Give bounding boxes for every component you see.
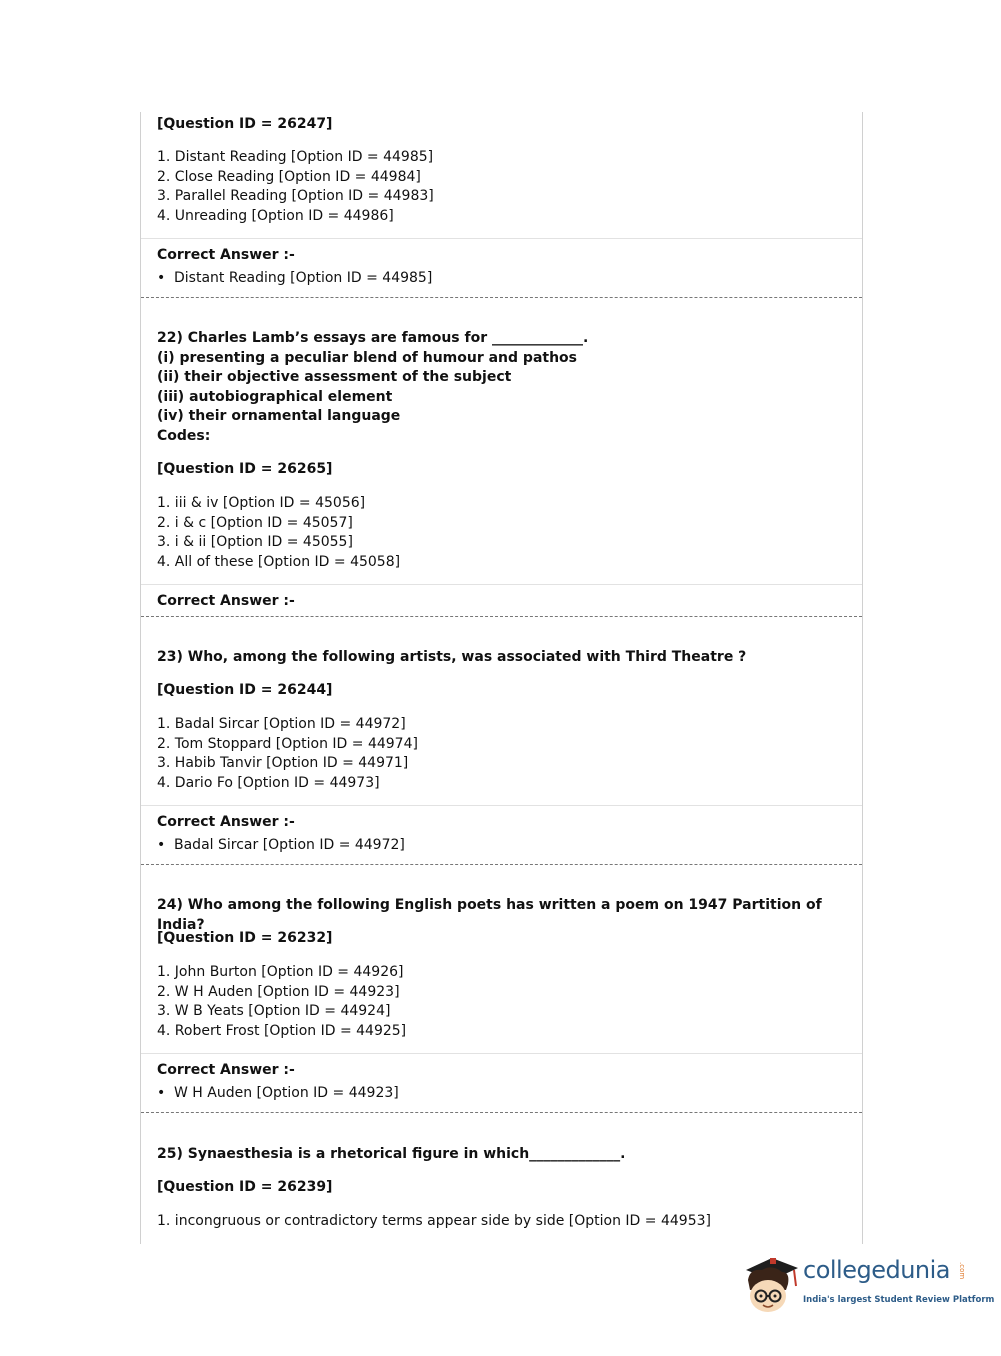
logo-tagline: India's largest Student Review Platform bbox=[803, 1295, 995, 1305]
option-item: 1. Badal Sircar [Option ID = 44972] bbox=[157, 716, 406, 732]
question-line: (i) presenting a peculiar blend of humour and pathos bbox=[157, 349, 577, 366]
option-item: 2. i & c [Option ID = 45057] bbox=[157, 514, 353, 531]
question-id: [Question ID = 26247] bbox=[157, 116, 333, 132]
question-line: (iv) their ornamental language bbox=[157, 408, 401, 424]
question-text: 25) Synaesthesia is a rhetorical figure in which_____________. bbox=[157, 1146, 626, 1162]
bullet-icon: • bbox=[157, 1085, 166, 1101]
question-separator bbox=[141, 297, 862, 298]
option-item: 1. iii & iv [Option ID = 45056] bbox=[157, 495, 366, 511]
correct-answer-item bbox=[157, 837, 852, 853]
option-item: 4. Unreading [Option ID = 44986] bbox=[157, 207, 394, 224]
option-item: 2. Close Reading [Option ID = 44984] bbox=[157, 168, 421, 185]
options-list bbox=[157, 494, 852, 572]
options-list bbox=[157, 1212, 852, 1232]
options-list bbox=[157, 715, 852, 793]
option-item: 1. Distant Reading [Option ID = 44985] bbox=[157, 149, 434, 165]
option-item: 1. incongruous or contradictory terms appear side by side [Option ID = 44953] bbox=[157, 1213, 711, 1229]
divider bbox=[141, 584, 862, 585]
correct-answer-text: W H Auden [Option ID = 44923] bbox=[174, 1085, 399, 1101]
correct-answer-item bbox=[157, 1085, 852, 1101]
correct-answer-text: Distant Reading [Option ID = 44985] bbox=[174, 270, 433, 286]
correct-answer-label: Correct Answer :- bbox=[157, 247, 295, 263]
option-item: 4. Robert Frost [Option ID = 44925] bbox=[157, 1022, 407, 1039]
divider bbox=[141, 238, 862, 239]
divider bbox=[141, 1053, 862, 1054]
question-id: [Question ID = 26232] bbox=[157, 930, 333, 946]
option-item: 3. W B Yeats [Option ID = 44924] bbox=[157, 1003, 391, 1019]
question-line: (iii) autobiographical element bbox=[157, 388, 393, 405]
question-line: Codes: bbox=[157, 427, 211, 444]
logo-com: .com bbox=[958, 1262, 966, 1280]
options-list bbox=[157, 148, 852, 226]
option-item: 4. Dario Fo [Option ID = 44973] bbox=[157, 774, 380, 791]
question-line: 22) Charles Lamb’s essays are famous for _____________. bbox=[157, 330, 589, 346]
correct-answer-label: Correct Answer :- bbox=[157, 1062, 295, 1078]
logo-wordmark: collegedunia bbox=[803, 1256, 951, 1284]
option-item: 2. Tom Stoppard [Option ID = 44974] bbox=[157, 735, 418, 752]
bullet-icon: • bbox=[157, 837, 166, 853]
option-item: 2. W H Auden [Option ID = 44923] bbox=[157, 983, 400, 1000]
option-item: 3. Parallel Reading [Option ID = 44983] bbox=[157, 188, 434, 204]
correct-answer-label: Correct Answer :- bbox=[157, 814, 295, 830]
correct-answer-label: Correct Answer :- bbox=[157, 593, 295, 609]
question-text: 23) Who, among the following artists, was associated with Third Theatre ? bbox=[157, 649, 747, 665]
option-item: 1. John Burton [Option ID = 44926] bbox=[157, 964, 404, 980]
question-separator bbox=[141, 616, 862, 617]
question-separator bbox=[141, 1112, 862, 1113]
option-item: 3. i & ii [Option ID = 45055] bbox=[157, 534, 353, 550]
correct-answer-text: Badal Sircar [Option ID = 44972] bbox=[174, 837, 405, 853]
question-separator bbox=[141, 864, 862, 865]
bullet-icon: • bbox=[157, 270, 166, 286]
options-list bbox=[157, 963, 852, 1041]
question-id: [Question ID = 26239] bbox=[157, 1179, 333, 1195]
question-id: [Question ID = 26244] bbox=[157, 682, 333, 698]
collegedunia-logo[interactable] bbox=[742, 1250, 995, 1318]
question-id: [Question ID = 26265] bbox=[157, 461, 333, 477]
mascot-icon bbox=[742, 1250, 804, 1318]
question-paper-page bbox=[140, 112, 863, 1244]
option-item: 3. Habib Tanvir [Option ID = 44971] bbox=[157, 755, 409, 771]
question-line: (ii) their objective assessment of the subject bbox=[157, 369, 512, 385]
option-item: 4. All of these [Option ID = 45058] bbox=[157, 553, 401, 570]
divider bbox=[141, 805, 862, 806]
question-text bbox=[157, 329, 852, 446]
correct-answer-item bbox=[157, 270, 852, 286]
question-text: 24) Who among the following English poets has written a poem on 1947 Partition of India? bbox=[157, 897, 822, 933]
